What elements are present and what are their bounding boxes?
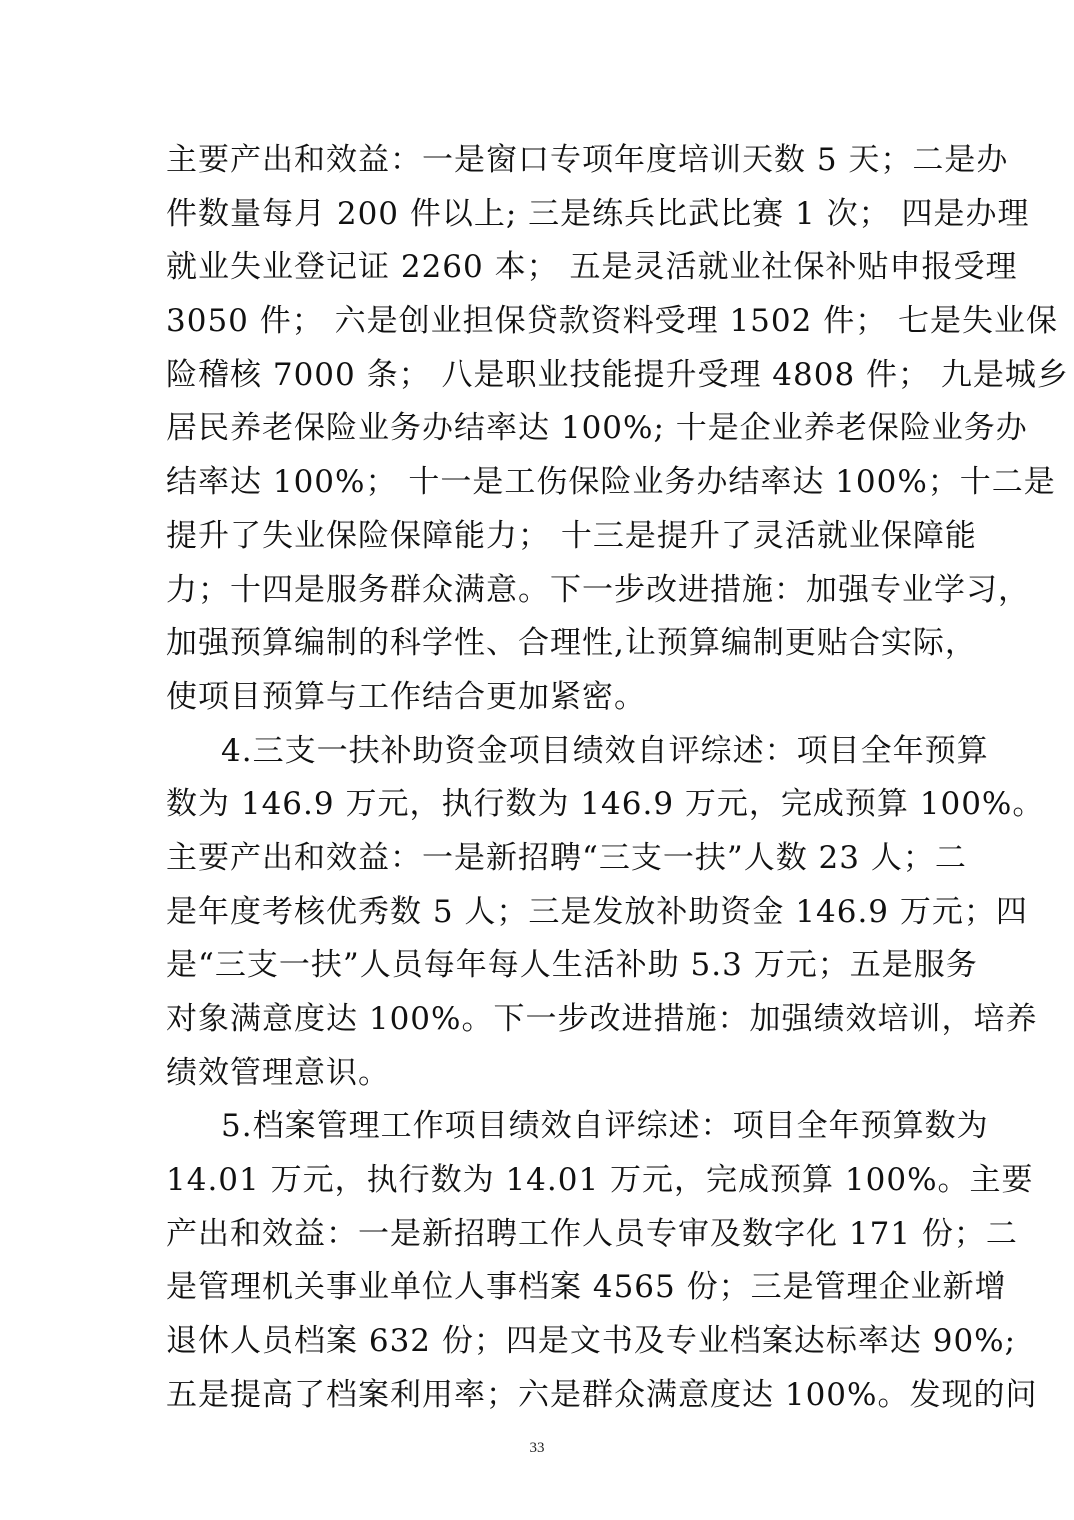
text-line: 3050 件； 六是创业担保贷款资料受理 1502 件； 七是失业保 [166,303,1059,340]
text-line: 是年度考核优秀数 5 人；三是发放补助资金 146.9 万元；四 [166,893,1028,930]
text-line: 主要产出和效益：一是新招聘“三支一扶”人数 23 人；二 [166,839,967,876]
text-line: 使项目预算与工作结合更加紧密。 [166,678,646,715]
text-line: 险稽核 7000 条； 八是职业技能提升受理 4808 件； 九是城乡 [166,356,1069,393]
text-line: 提升了失业保险保障能力； 十三是提升了灵活就业保障能 [166,517,977,554]
text-line: 数为 146.9 万元，执行数为 146.9 万元，完成预算 100%。 [166,786,1045,823]
text-line: 是管理机关事业单位人事档案 4565 份；三是管理企业新增 [166,1269,1007,1306]
text-line: 绩效管理意识。 [166,1054,390,1091]
text-line: 件数量每月 200 件以上; 三是练兵比武比赛 1 次； 四是办理 [166,195,1030,232]
text-line: 力；十四是服务群众满意。下一步改进措施：加强专业学习， [166,571,1030,608]
text-line: 主要产出和效益：一是窗口专项年度培训天数 5 天；二是办 [166,142,1009,178]
section-4-heading-line: 4.三支一扶补助资金项目绩效自评综述：项目全年预算 [221,732,989,769]
body-text [166,134,1069,1423]
text-line: 就业失业登记证 2260 本； 五是灵活就业社保补贴申报受理 [166,249,1018,286]
text-line: 加强预算编制的科学性、合理性,让预算编制更贴合实际， [166,625,977,662]
text-line: 结率达 100%； 十一是工伤保险业务办结率达 100%；十二是 [166,464,1056,501]
page-number: 33 [529,1440,545,1456]
text-line: 产出和效益：一是新招聘工作人员专审及数字化 171 份；二 [166,1215,1018,1252]
text-line: 14.01 万元，执行数为 14.01 万元，完成预算 100%。主要 [166,1162,1034,1199]
section-5-heading-line: 5.档案管理工作项目绩效自评综述：项目全年预算数为 [221,1108,989,1145]
text-line: 对象满意度达 100%。下一步改进措施：加强绩效培训，培养 [166,1001,1038,1037]
text-line: 五是提高了档案利用率；六是群众满意度达 100%。发现的问 [166,1376,1038,1413]
text-line: 居民养老保险业务办结率达 100%; 十是企业养老保险业务办 [166,410,1028,447]
text-line: 退休人员档案 632 份；四是文书及专业档案达标率达 90%; [166,1323,1017,1360]
text-line: 是“三支一扶”人员每年每人生活补助 5.3 万元；五是服务 [166,947,978,984]
